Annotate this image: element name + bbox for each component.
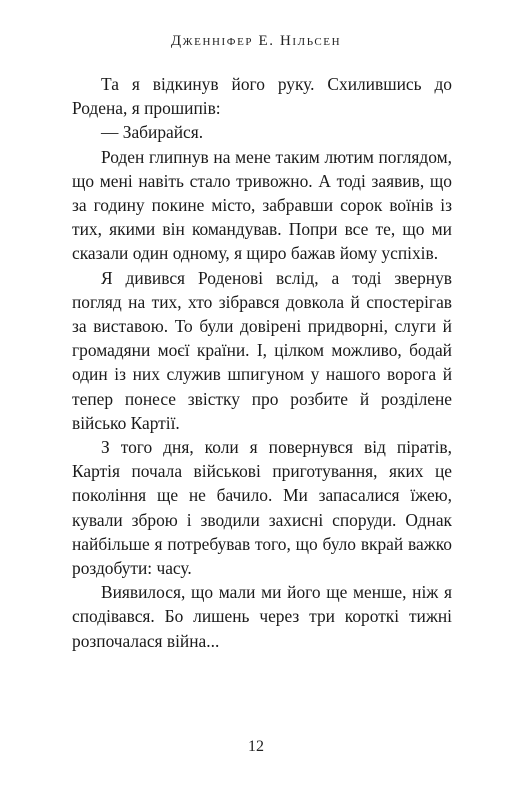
paragraph: — Забирайся. (101, 122, 204, 143)
paragraph: Виявилося, що мали ми його ще менше, ніж я сподівався. Бо лишень через три короткі тижні розпочалася війна... (72, 582, 452, 651)
body-text (72, 72, 452, 653)
page-number: 12 (248, 738, 264, 755)
paragraph: Роден глипнув на мене таким лютим поглядом, що мені навіть стало тривожно. А тоді заявив, що за годину покине місто, забравши сорок воїнів із тих, якими він командував. Попри все те, що ми сказали один одному, я щиро бажав йому успіхів. (72, 146, 452, 264)
running-title: Дженніфер Е. Нільсен (170, 33, 342, 49)
paragraph: Та я відкинув його руку. Схилившись до Родена, я прошипів: (72, 74, 452, 119)
paragraph: Я дивився Роденові вслід, а тоді звернув погляд на тих, хто зібрався довкола й спостерігав за виставою. То були довірені придворні, слуги й громадяни моєї країни. І, цілком можливо, бодай один із них служив шпигуном у нашого ворога й тепер понесе звістку про розбите й розділене військо Картії. (72, 267, 452, 433)
paragraph: З того дня, коли я повернувся від піратів, Картія почала військові приготування, яких це покоління ще не бачило. Ми запасалися їжею, кували зброю і зводили захисні споруди. Однак найбільше я потребував того, що було вкрай важко роздобути: часу. (72, 437, 452, 579)
